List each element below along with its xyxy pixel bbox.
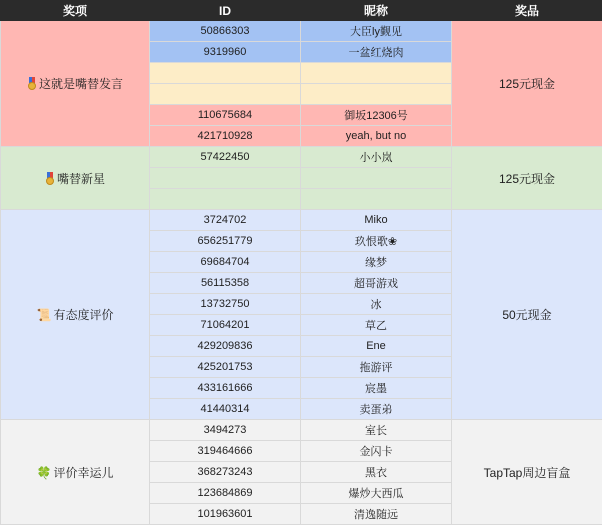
nickname-cell: 室长 [301, 420, 452, 441]
id-cell: 3724702 [150, 210, 301, 231]
id-cell: 9319960 [150, 42, 301, 63]
id-cell: 41440314 [150, 399, 301, 420]
nickname-cell: 草乙 [301, 315, 452, 336]
nickname-cell: 清逸随远 [301, 504, 452, 525]
id-cell: 57422450 [150, 147, 301, 168]
prize-cell: 50元现金 [452, 210, 602, 420]
table-row [1, 21, 602, 42]
nickname-cell: 黑衣 [301, 462, 452, 483]
award-label: 这就是嘴替发言 [39, 77, 123, 91]
nickname-cell: Miko [301, 210, 452, 231]
award-cell [1, 21, 150, 147]
id-cell: 110675684 [150, 105, 301, 126]
id-cell: 433161666 [150, 378, 301, 399]
nickname-cell [301, 84, 452, 105]
nickname-cell: 金闪卡 [301, 441, 452, 462]
header-award: 奖项 [1, 1, 150, 21]
table-row [1, 147, 602, 168]
nickname-cell [301, 168, 452, 189]
header-nickname: 昵称 [301, 1, 452, 21]
id-cell [150, 84, 301, 105]
award-cell [1, 147, 150, 210]
id-cell: 123684869 [150, 483, 301, 504]
prize-cell: 125元现金 [452, 21, 602, 147]
id-cell [150, 189, 301, 210]
prize-cell: 125元现金 [452, 147, 602, 210]
nickname-cell: Ene [301, 336, 452, 357]
id-cell: 3494273 [150, 420, 301, 441]
id-cell: 13732750 [150, 294, 301, 315]
medal-icon [27, 77, 37, 90]
nickname-cell [301, 63, 452, 84]
id-cell: 69684704 [150, 252, 301, 273]
id-cell: 101963601 [150, 504, 301, 525]
nickname-cell: 宸墨 [301, 378, 452, 399]
award-label: 评价幸运儿 [53, 466, 113, 480]
nickname-cell: 拖游评 [301, 357, 452, 378]
nickname-cell [301, 189, 452, 210]
header-id: ID [150, 1, 301, 21]
four-leaf-clover-icon: 🍀 [37, 466, 52, 480]
nickname-cell: 玖恨歌❀ [301, 231, 452, 252]
id-cell [150, 63, 301, 84]
prize-cell: TapTap周边盲盒 [452, 420, 602, 525]
nickname-cell: 冰 [301, 294, 452, 315]
nickname-cell: 缘梦 [301, 252, 452, 273]
id-cell: 425201753 [150, 357, 301, 378]
header-prize: 奖品 [452, 1, 602, 21]
nickname-cell: 卖蛋弟 [301, 399, 452, 420]
id-cell: 429209836 [150, 336, 301, 357]
id-cell: 656251779 [150, 231, 301, 252]
id-cell: 71064201 [150, 315, 301, 336]
id-cell: 50866303 [150, 21, 301, 42]
award-label: 有态度评价 [53, 308, 113, 322]
id-cell: 421710928 [150, 126, 301, 147]
nickname-cell: 一盆红烧肉 [301, 42, 452, 63]
award-label: 嘴替新星 [57, 172, 105, 186]
nickname-cell: 爆炒大西瓜 [301, 483, 452, 504]
scroll-icon: 📜 [37, 308, 52, 322]
header-row [1, 1, 602, 21]
id-cell [150, 168, 301, 189]
nickname-cell: 小小岚 [301, 147, 452, 168]
id-cell: 56115358 [150, 273, 301, 294]
award-cell [1, 420, 150, 525]
nickname-cell: 大臣ly觐见 [301, 21, 452, 42]
id-cell: 319464666 [150, 441, 301, 462]
id-cell: 368273243 [150, 462, 301, 483]
nickname-cell: yeah, but no [301, 126, 452, 147]
nickname-cell: 超哥游戏 [301, 273, 452, 294]
table-row [1, 420, 602, 441]
award-cell [1, 210, 150, 420]
nickname-cell: 御坂12306号 [301, 105, 452, 126]
medal-icon [45, 172, 55, 185]
table-row [1, 210, 602, 231]
